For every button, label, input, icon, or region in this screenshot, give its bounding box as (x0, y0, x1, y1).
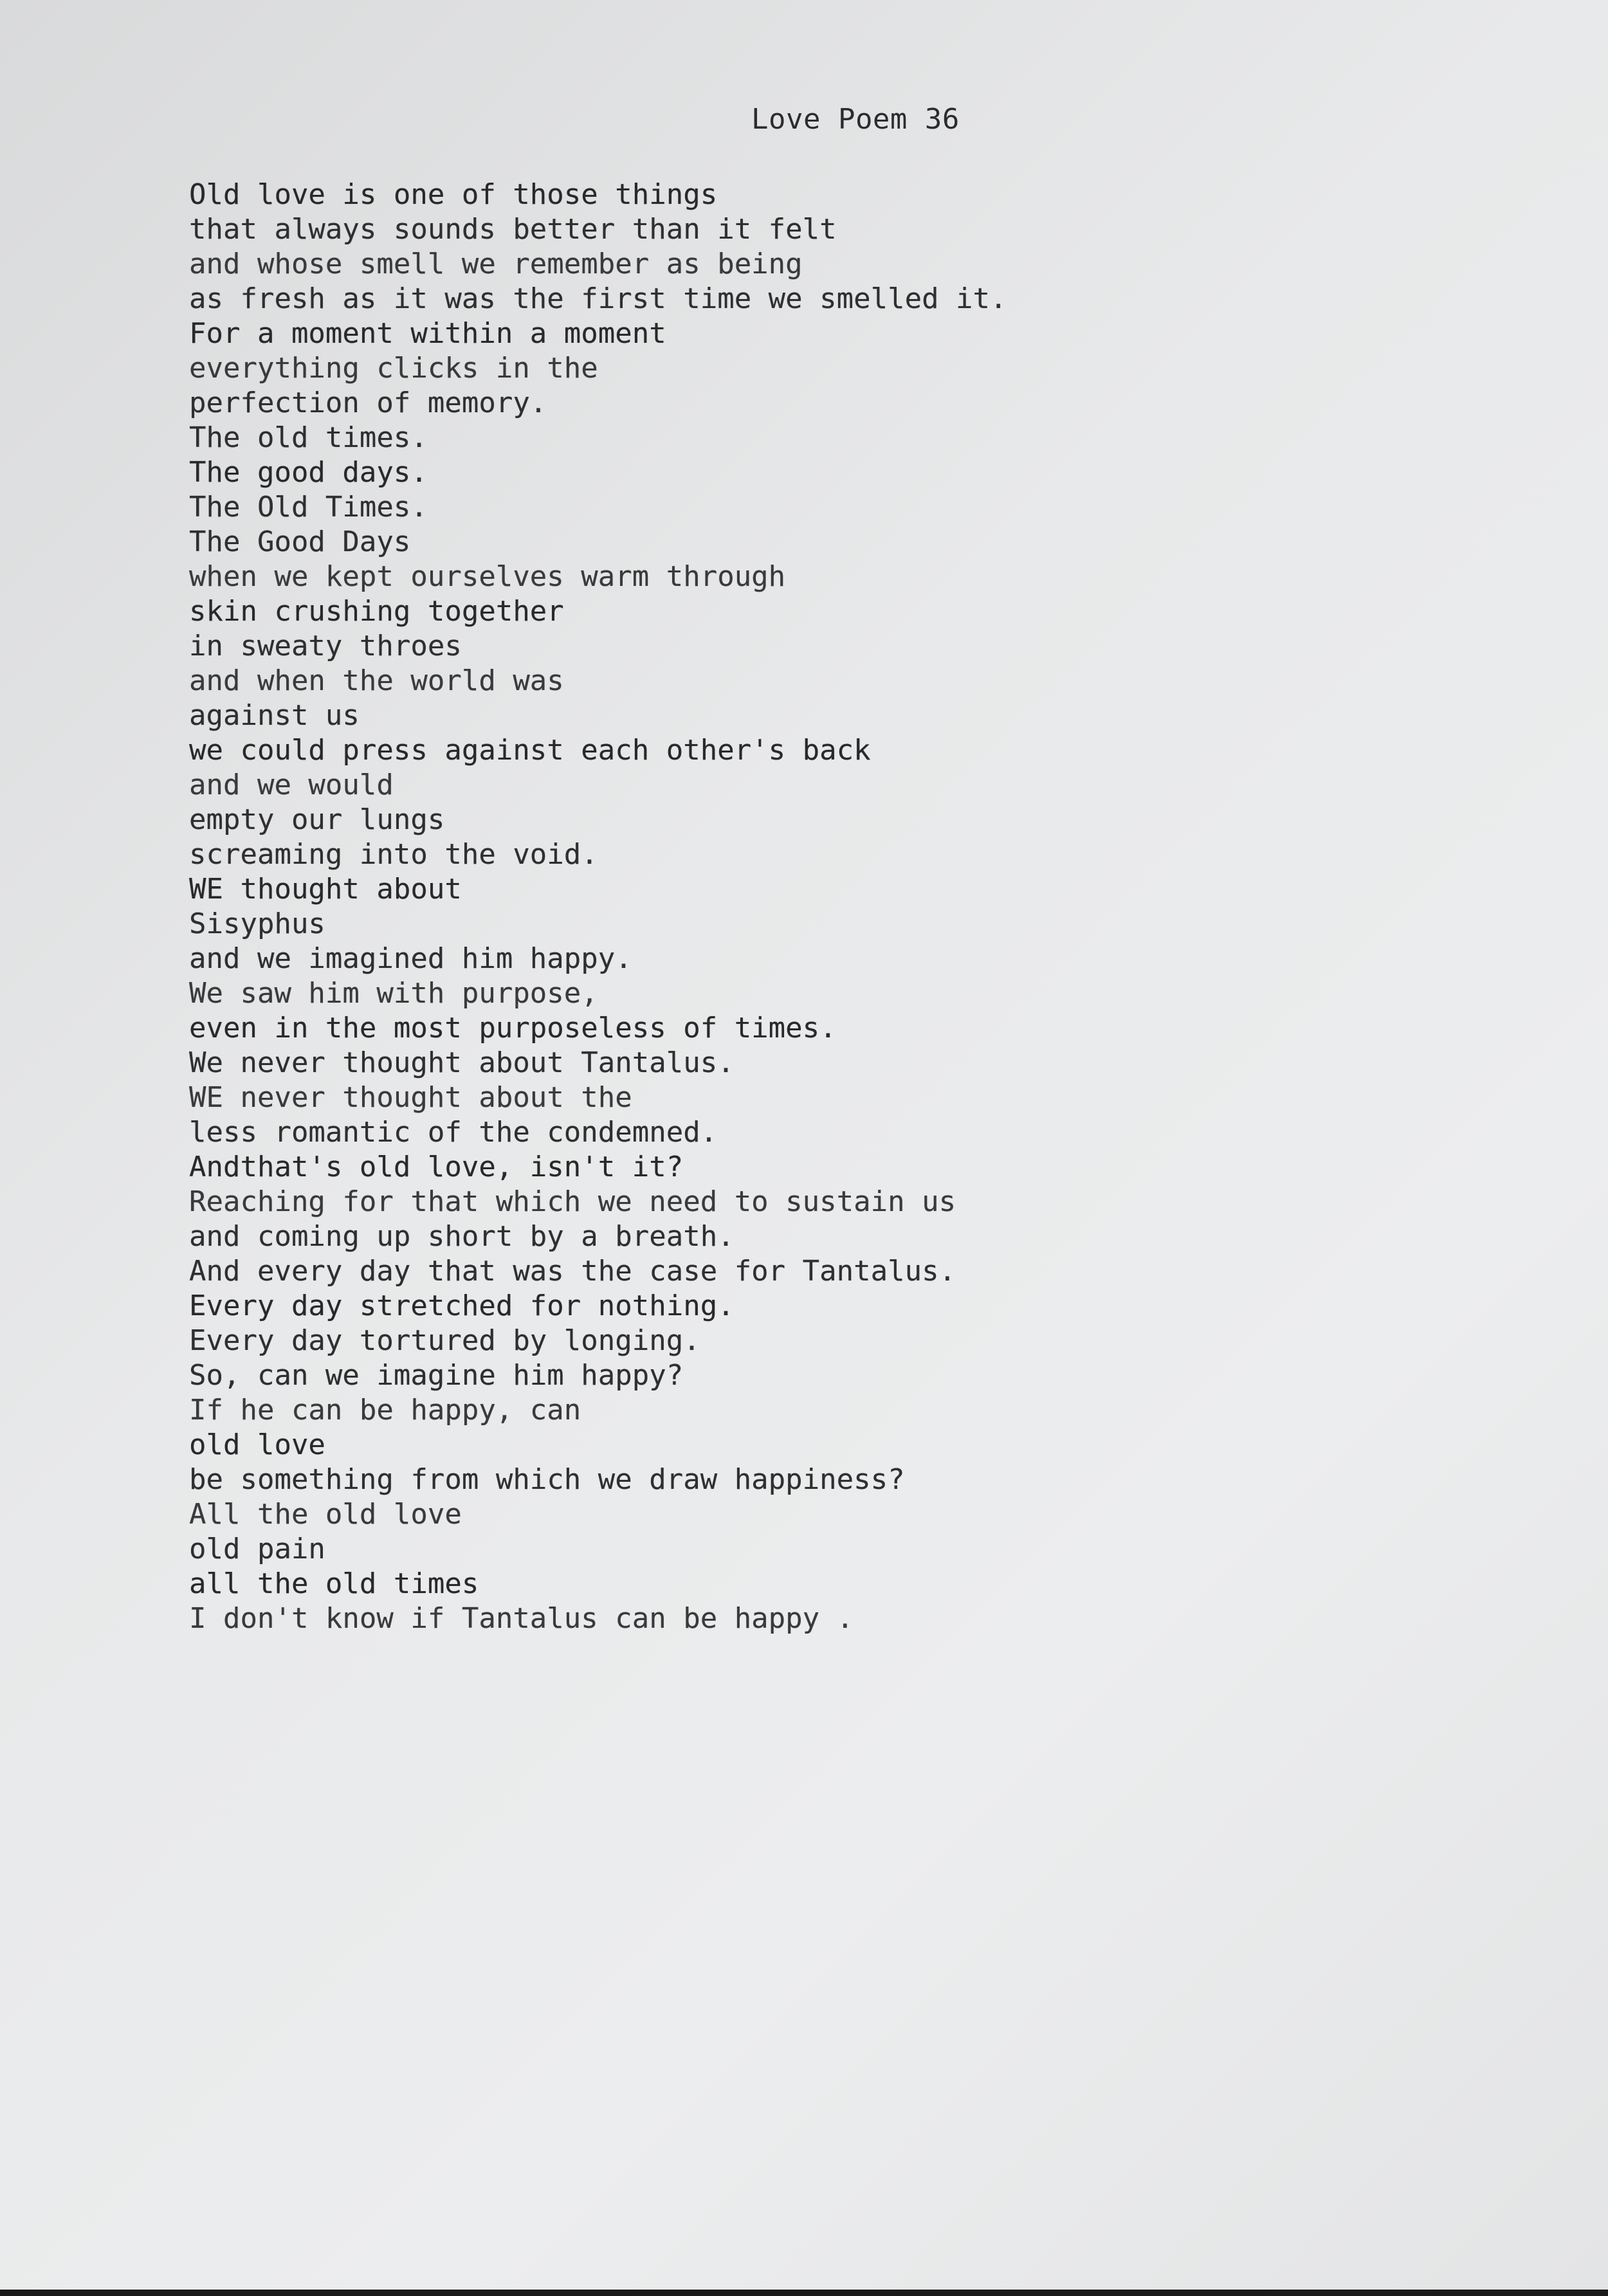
poem-line: Andthat's old love, isn't it? (189, 1151, 684, 1183)
poem-line: we could press against each other's back (189, 734, 871, 767)
poem-line: Reaching for that which we need to sustain us (189, 1185, 956, 1218)
poem-line: For a moment within a moment (189, 317, 666, 350)
poem-line: be something from which we draw happiness? (189, 1463, 905, 1496)
poem-line: The Old Times. (189, 491, 428, 524)
poem-line: perfection of memory. (189, 387, 547, 419)
poem-line: all the old times (189, 1567, 479, 1600)
poem-line: Every day tortured by longing. (189, 1324, 700, 1357)
poem-line: The old times. (189, 421, 428, 454)
poem-line: All the old love (189, 1498, 462, 1531)
poem-line: as fresh as it was the first time we smelled it. (189, 282, 1007, 315)
poem-line: empty our lungs (189, 803, 445, 836)
poem-line: and we imagined him happy. (189, 942, 632, 975)
poem-line: less romantic of the condemned. (189, 1116, 718, 1149)
poem-line: that always sounds better than it felt (189, 213, 837, 246)
poem-line: Sisyphus (189, 907, 325, 940)
poem-line: skin crushing together (189, 595, 564, 628)
poem-line: Old love is one of those things (189, 178, 718, 211)
poem-title: Love Poem 36 (751, 103, 960, 136)
page-bottom-edge (0, 2290, 1608, 2296)
poem-line: The Good Days (189, 525, 411, 558)
poem-line: I don't know if Tantalus can be happy . (189, 1602, 854, 1635)
poem-line: WE never thought about the (189, 1081, 632, 1114)
poem-line: If he can be happy, can (189, 1394, 581, 1426)
poem-line: WE thought about (189, 873, 462, 906)
poem-line: So, can we imagine him happy? (189, 1359, 684, 1392)
poem-line: old pain (189, 1533, 325, 1565)
poem-line: And every day that was the case for Tantalus. (189, 1255, 956, 1288)
poem-line: when we kept ourselves warm through (189, 560, 786, 593)
poem-body (189, 178, 1007, 1636)
poem-line: and we would (189, 769, 394, 801)
poem-line: Every day stretched for nothing. (189, 1289, 735, 1322)
poem-line: and whose smell we remember as being (189, 248, 803, 280)
poem-line: against us (189, 699, 360, 732)
poem-line: in sweaty throes (189, 630, 462, 662)
poem-line: screaming into the void. (189, 838, 598, 871)
poem-line: old love (189, 1428, 325, 1461)
poem-line: everything clicks in the (189, 352, 598, 385)
poem-line: and coming up short by a breath. (189, 1220, 735, 1253)
poem-line: and when the world was (189, 664, 564, 697)
poem-line: We never thought about Tantalus. (189, 1046, 735, 1079)
poem-line: The good days. (189, 456, 428, 489)
poem-line: even in the most purposeless of times. (189, 1012, 837, 1044)
poem-line: We saw him with purpose, (189, 977, 598, 1010)
